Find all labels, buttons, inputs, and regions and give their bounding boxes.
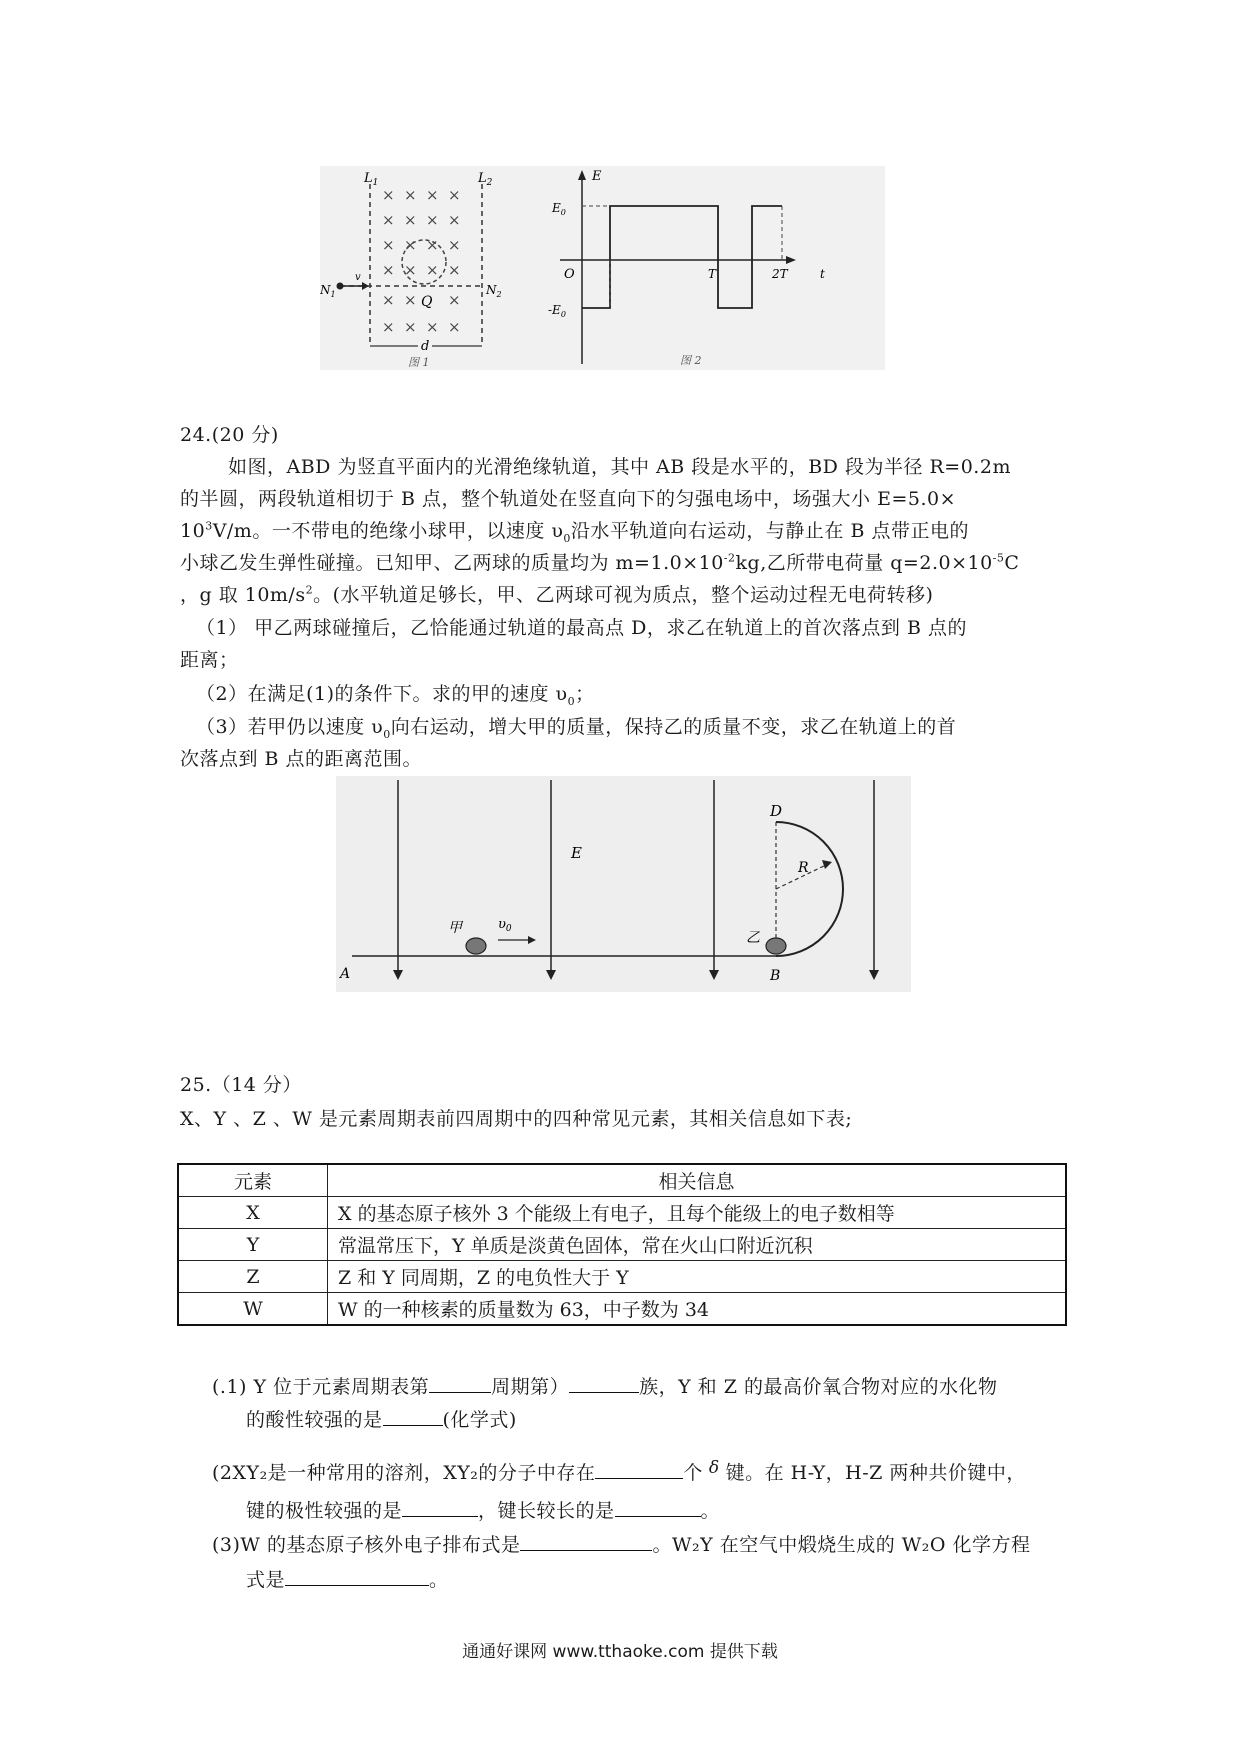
table-cell: 常温常压下，Y 单质是淡黄色固体，常在火山口附近沉积 (328, 1229, 1067, 1261)
svg-text:v: v (355, 272, 361, 283)
table-row (178, 1197, 1066, 1229)
svg-text:d: d (421, 339, 430, 354)
page-footer: 通通好课网 www.tthaoke.com 提供下载 (462, 1642, 778, 1662)
table-cell: Z 和 Y 同周期，Z 的电负性大于 Y (328, 1261, 1067, 1293)
q25-intro: X、Y 、Z 、W 是元素周期表前四周期中的四种常见元素，其相关信息如下表; (180, 1108, 853, 1130)
svg-text:×: × (448, 186, 461, 204)
q24-sub3-a: （3）若甲仍以速度 $\upsilon_0$向右运动，增大甲的质量，保持乙的质量不变，求乙在轨道上的首 (196, 716, 957, 741)
table-cell: W (178, 1293, 328, 1326)
svg-text:×: × (404, 291, 417, 309)
answer-blank[interactable] (402, 1498, 478, 1517)
svg-text:N1: $N_1$ (320, 283, 336, 299)
svg-text:2T: 2T (772, 267, 788, 281)
table-cell: X 的基态原子核外 3 个能级上有电子，且每个能级上的电子数相等 (328, 1197, 1067, 1229)
svg-text:E: E (592, 169, 602, 184)
q24-sub1-a: （1） 甲乙两球碰撞后，乙恰能通过轨道的最高点 D，求乙在轨道上的首次落点到 B 点的 (196, 617, 967, 639)
element-info-table (177, 1163, 1067, 1326)
figure-1 (320, 171, 502, 369)
svg-text:N2: $N_2$ (486, 283, 502, 299)
svg-text:×: × (382, 186, 395, 204)
svg-text:×: × (426, 186, 439, 204)
svg-text:Q: Q (421, 294, 433, 310)
q25-part3-a: (3)W 的基态原子核外电子排布式是 。W₂Y 在空气中煅烧生成的 W₂O 化学方程 (212, 1534, 1031, 1556)
svg-text:-E0: $-E_0$ (548, 303, 566, 319)
svg-text:L2: $L_2$ (478, 171, 493, 188)
svg-text:t: t (820, 267, 825, 281)
svg-text:υ0: $\upsilon_0$ (498, 917, 512, 934)
svg-text:A: A (340, 966, 351, 982)
answer-blank[interactable] (615, 1498, 701, 1517)
q25-part3-b: 式是 。 (246, 1569, 449, 1591)
svg-text:乙: 乙 (746, 930, 760, 946)
svg-text:×: × (426, 261, 439, 279)
table-cell: X (178, 1197, 328, 1229)
q25-part1-a: (.1) Y 位于元素周期表第 周期第） 族，Y 和 Z 的最高价氧合物对应的水化物 (212, 1376, 998, 1398)
svg-text:L1: $L_1$ (364, 171, 379, 188)
svg-text:O: O (564, 267, 575, 282)
figure-1-caption: 图 1 (408, 356, 430, 369)
q24-sub1-b: 距离； (180, 649, 239, 671)
svg-text:×: × (382, 211, 395, 229)
table-cell: W 的一种核素的质量数为 63，中子数为 34 (328, 1293, 1067, 1326)
answer-blank[interactable] (520, 1532, 652, 1551)
svg-text:B: B (770, 968, 781, 984)
svg-text:D: D (770, 802, 783, 820)
q24-line-1: 如图，ABD 为竖直平面内的光滑绝缘轨道，其中 AB 段是水平的，BD 段为半径 R=0.2m (228, 456, 1011, 478)
svg-text:×: × (448, 236, 461, 254)
figure-track (336, 776, 911, 992)
svg-text:×: × (404, 186, 417, 204)
q25-part1-b: 的酸性较强的是 (化学式) (246, 1409, 517, 1431)
svg-text:T: T (708, 267, 717, 281)
svg-text:×: × (426, 318, 439, 336)
svg-text:×: × (404, 211, 417, 229)
svg-text:×: × (448, 211, 461, 229)
svg-text:×: × (448, 261, 461, 279)
answer-blank[interactable] (429, 1374, 491, 1393)
figure-2 (548, 169, 825, 367)
answer-blank[interactable] (383, 1407, 443, 1426)
svg-text:×: × (382, 236, 395, 254)
q24-line-2: 的半圆，两段轨道相切于 B 点，整个轨道处在竖直向下的匀强电场中，场强大小 E=5.0× (180, 488, 957, 510)
answer-blank[interactable] (595, 1460, 683, 1479)
q24-line-3: $10^3V/m$。一不带电的绝缘小球甲，以速度 $\upsilon_0$沿水平轨道向右运动，与静止在 B 点带正电的 (180, 519, 969, 545)
table-row (178, 1261, 1066, 1293)
answer-blank[interactable] (285, 1567, 429, 1586)
figure-field-and-graph (320, 166, 885, 370)
q24-line-4: 小球乙发生弹性碰撞。已知甲、乙两球的质量均为 $m=1.0\times 10^{-2}kg$,乙所带电荷量 $q=2.0\times 10^{-5}C$ (180, 551, 1020, 574)
q24-sub3-b: 次落点到 B 点的距离范围。 (180, 748, 423, 770)
figure-2-caption: 图 2 (680, 354, 702, 367)
svg-text:R: R (798, 860, 809, 876)
svg-text:×: × (426, 236, 439, 254)
svg-text:甲: 甲 (448, 920, 462, 936)
table-row (178, 1293, 1066, 1326)
svg-text:×: × (404, 236, 417, 254)
svg-text:E0: $E_0$ (552, 201, 566, 217)
svg-text:E: E (571, 844, 582, 862)
q25-part2-b: 键的极性较强的是 ，键长较长的是 。 (246, 1500, 721, 1522)
svg-text:×: × (382, 318, 395, 336)
q24-line-5: ，g 取 $10m/s^2$。(水平轨道足够长，甲、乙两球可视为质点，整个运动过程无电荷转移) (180, 583, 934, 606)
svg-text:×: × (404, 318, 417, 336)
table-header-info: 相关信息 (328, 1164, 1067, 1197)
table-cell: Y (178, 1229, 328, 1261)
q25-part2-a: (2XY₂是一种常用的溶剂，XY₂的分子中存在 个 δ 键。在 H-Y，H-Z 两种共价键中， (212, 1458, 1026, 1484)
q25-header: 25.（14 分） (180, 1074, 302, 1096)
q24-header: 24.(20 分) (180, 424, 279, 446)
answer-blank[interactable] (569, 1374, 639, 1393)
table-cell: Z (178, 1261, 328, 1293)
svg-text:×: × (404, 261, 417, 279)
svg-text:×: × (448, 291, 461, 309)
svg-text:×: × (448, 318, 461, 336)
table-header-element: 元素 (178, 1164, 328, 1197)
svg-text:×: × (382, 291, 395, 309)
q24-sub2: （2）在满足(1)的条件下。求的甲的速度 $\upsilon_0$； (196, 683, 595, 708)
svg-text:×: × (382, 261, 395, 279)
table-row (178, 1229, 1066, 1261)
table-header-row (178, 1164, 1066, 1197)
svg-text:×: × (426, 211, 439, 229)
